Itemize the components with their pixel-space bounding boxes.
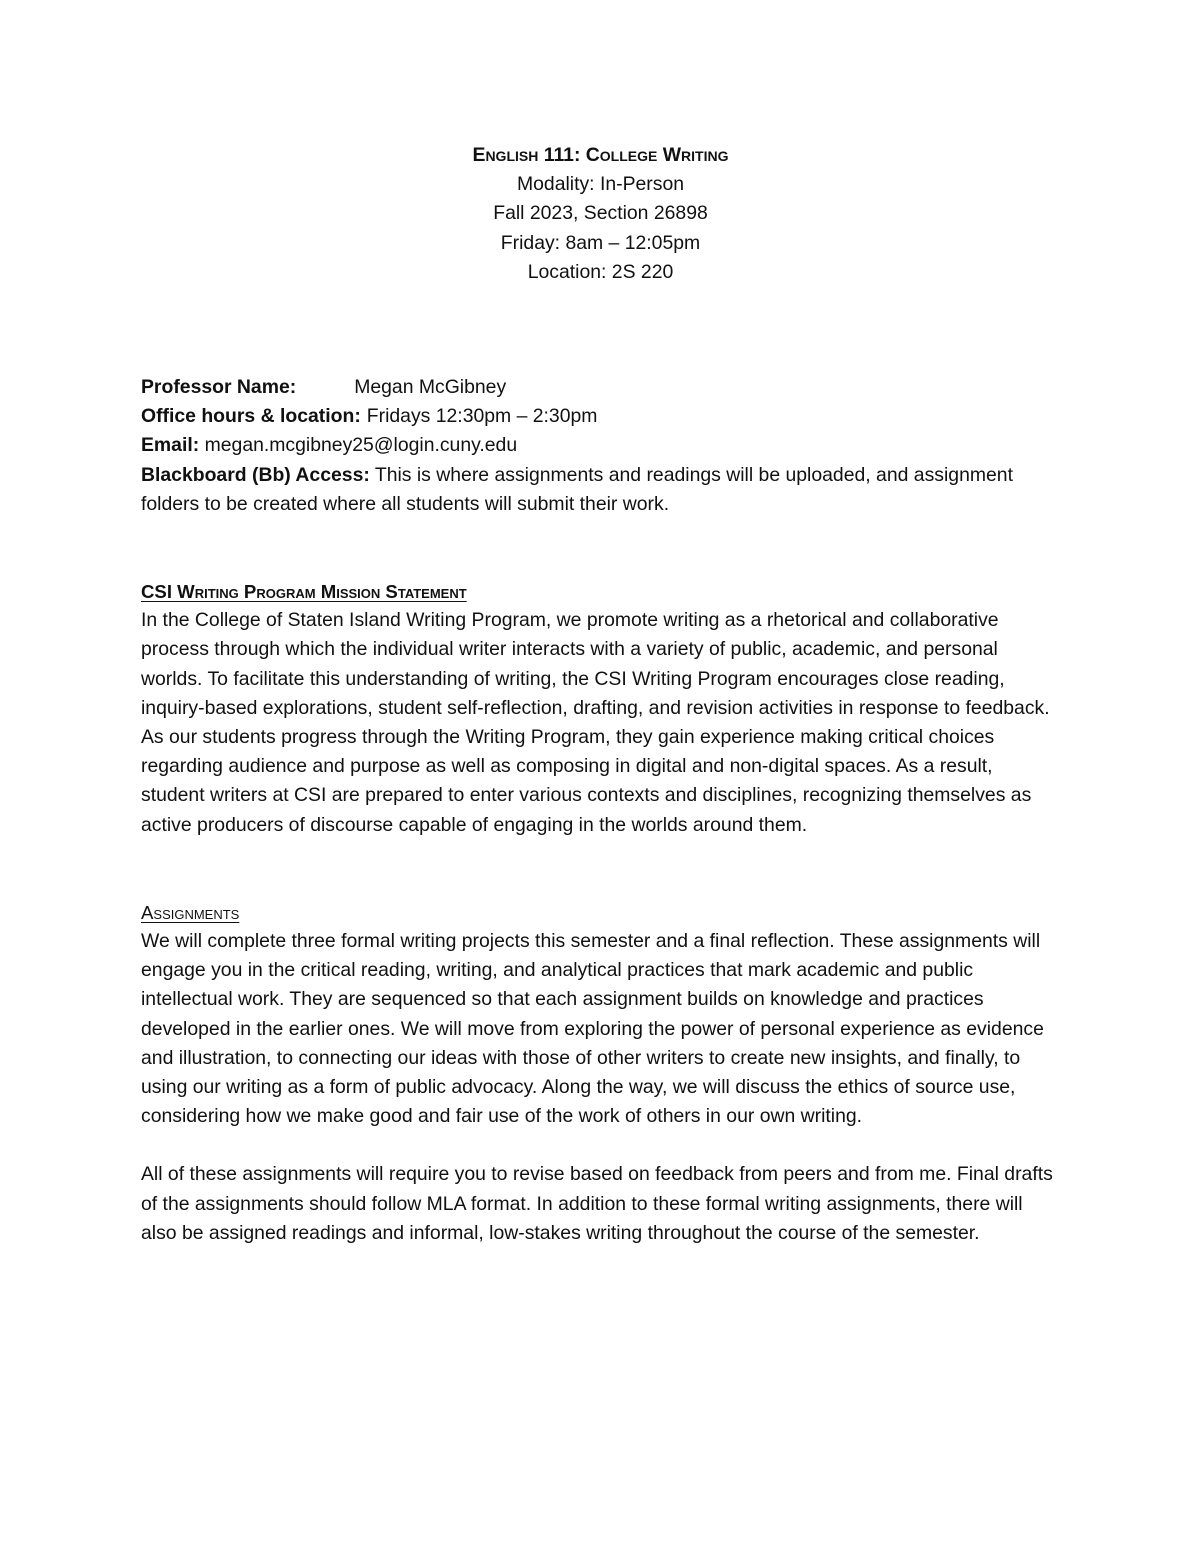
course-term: Fall 2023, Section 26898 xyxy=(493,202,708,225)
office-hours-value: Fridays 12:30pm – 2:30pm xyxy=(366,405,598,428)
mission-body: In the College of Staten Island Writing Program, we promote writing as a rhetorical and collaborative process through which the individual writer interacts with a variety of public, academic, and personal worlds. To facilitate this understanding of writing, the CSI Writing Program encourages close reading, inquiry-based explorations, student self-reflection, drafting, and revision activities in response to feedback. As our students progress through the Writing Program, they gain experience making critical choices regarding audience and purpose as well as composing in digital and non-digital spaces. As a result, student writers at CSI are prepared to enter various contexts and disciplines, recognizing themselves as active producers of discourse capable of engaging in the worlds around them. xyxy=(141,609,1050,836)
blackboard-label: Blackboard (Bb) Access: xyxy=(141,463,370,486)
course-location: Location: 2S 220 xyxy=(527,260,674,283)
assignments-section xyxy=(141,898,1060,1248)
email-label: Email: xyxy=(141,434,200,457)
course-title: English 111: College Writing xyxy=(472,144,729,166)
mission-section xyxy=(141,577,1060,840)
assignments-heading: Assignments xyxy=(141,901,240,923)
blackboard-value: This is where assignments and readings will be uploaded, and assignment folders to be created where all students will submit their work. xyxy=(141,463,1013,515)
assignments-paragraph-2: All of these assignments will require you to revise based on feedback from peers and from me. Final drafts of the assignments should follow MLA format. In addition to these formal writing assignments, there will also be assigned readings and informal, low-stakes writing throughout the course of the semester. xyxy=(141,1163,1053,1244)
course-header xyxy=(141,141,1060,287)
professor-name-line xyxy=(141,373,1060,402)
blackboard-line xyxy=(141,461,1060,519)
professor-name-value: Megan McGibney xyxy=(354,376,507,399)
course-schedule: Friday: 8am – 12:05pm xyxy=(500,231,701,254)
professor-name-label: Professor Name: xyxy=(141,376,297,399)
office-hours-label: Office hours & location: xyxy=(141,405,361,428)
course-modality: Modality: In-Person xyxy=(516,173,685,196)
professor-info xyxy=(141,373,1060,519)
mission-heading: CSI Writing Program Mission Statement xyxy=(141,581,467,603)
assignments-paragraph-1: We will complete three formal writing projects this semester and a final reflection. These assignments will engage you in the critical reading, writing, and analytical practices that mark academic and public intellectual work. They are sequenced so that each assignment builds on knowledge and practices developed in the earlier ones. We will move from exploring the power of personal experience as evidence and illustration, to connecting our ideas with those of other writers to create new insights, and finally, to using our writing as a form of public advocacy. Along the way, we will discuss the ethics of source use, considering how we make good and fair use of the work of others in our own writing. xyxy=(141,930,1044,1128)
email-value: megan.mcgibney25@login.cuny.edu xyxy=(204,434,518,457)
office-hours-line xyxy=(141,402,1060,431)
email-line xyxy=(141,431,1060,460)
